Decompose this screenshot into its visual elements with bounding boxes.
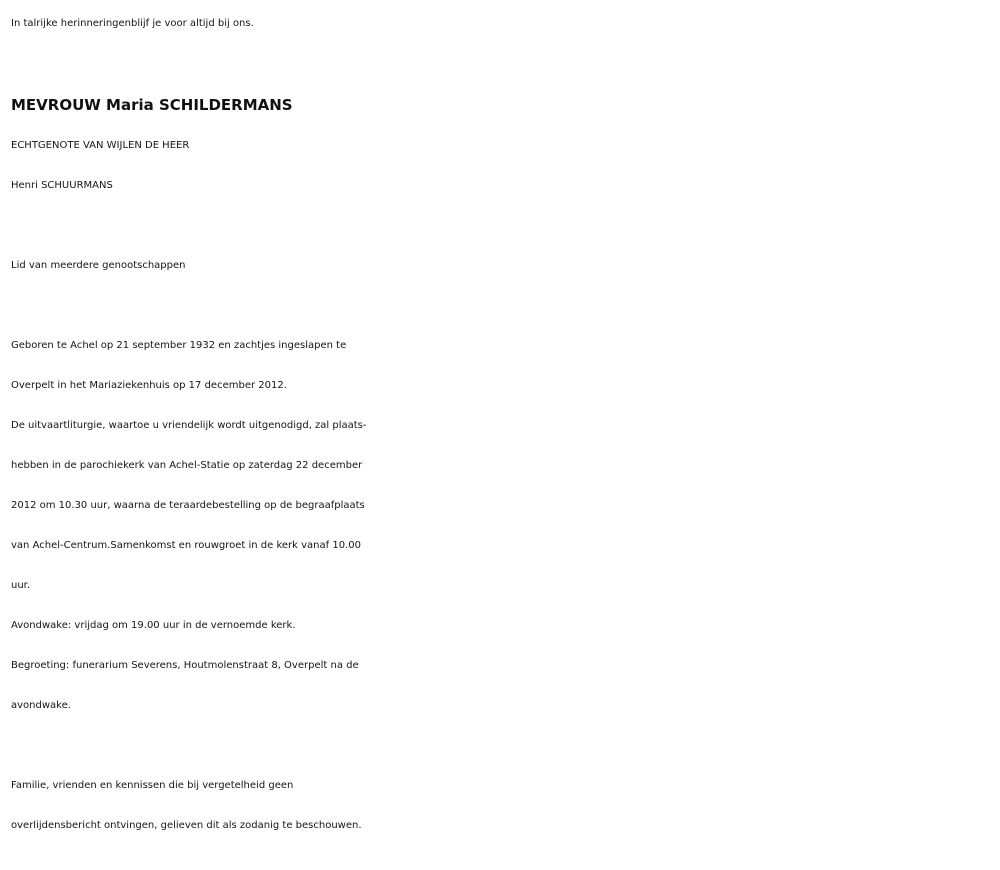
spacer xyxy=(11,206,991,246)
details-line: Overpelt in het Mariaziekenhuis op 17 december 2012. xyxy=(11,380,287,391)
details-line: Avondwake: vrijdag om 19.00 uur in de vernoemde kerk. xyxy=(11,620,296,631)
membership-text: Lid van meerdere genootschappen xyxy=(11,260,186,271)
closing-line: Familie, vrienden en kennissen die bij vergetelheid geen xyxy=(11,780,294,791)
details-line: 2012 om 10.30 uur, waarna de teraardebestelling op de begraafplaats xyxy=(11,500,365,511)
spouse-line-2: Henri SCHUURMANS xyxy=(11,180,113,191)
spacer xyxy=(11,726,991,766)
details-line: uur. xyxy=(11,580,31,591)
deceased-name: MEVROUW Maria SCHILDERMANS xyxy=(11,96,293,114)
spacer xyxy=(11,286,991,326)
details-line: hebben in de parochiekerk van Achel-Statie op zaterdag 22 december xyxy=(11,460,363,471)
spouse-line-1: ECHTGENOTE VAN WIJLEN DE HEER xyxy=(11,140,190,151)
details-line: De uitvaartliturgie, waartoe u vriendelijk wordt uitgenodigd, zal plaats- xyxy=(11,420,367,431)
details-line: Begroeting: funerarium Severens, Houtmolenstraat 8, Overpelt na de xyxy=(11,660,359,671)
obituary-notice xyxy=(11,4,991,846)
closing-line: overlijdensbericht ontvingen, gelieven dit als zodanig te beschouwen. xyxy=(11,820,362,831)
details-line: Geboren te Achel op 21 september 1932 en zachtjes ingeslapen te xyxy=(11,340,347,351)
intro-text: In talrijke herinneringenblijf je voor altijd bij ons. xyxy=(11,18,254,29)
details-line: van Achel-Centrum.Samenkomst en rouwgroet in de kerk vanaf 10.00 xyxy=(11,540,361,551)
details-line: avondwake. xyxy=(11,700,71,711)
